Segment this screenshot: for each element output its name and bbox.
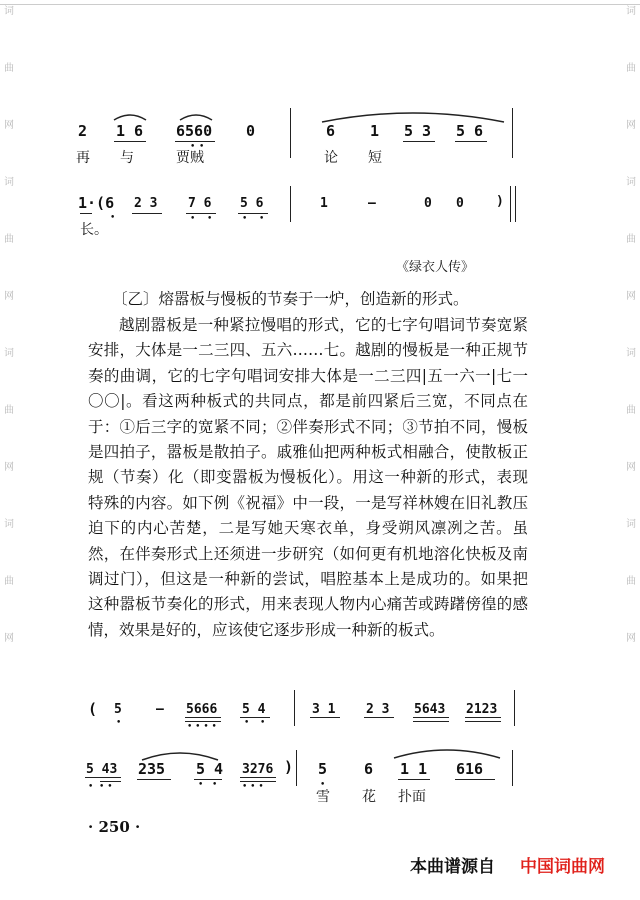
note: 5643: [414, 702, 446, 717]
note: 1 1: [400, 760, 428, 778]
beam-line: [364, 717, 394, 718]
low-octave-dot: •: [116, 718, 122, 728]
low-octave-dot: •: [212, 780, 218, 790]
note: 0: [246, 122, 256, 140]
beam-line: [455, 141, 487, 142]
footer-label: 本曲谱源自: [410, 857, 495, 877]
note: 5 6: [240, 196, 264, 211]
note: –: [156, 702, 164, 717]
lyric: 雪: [316, 789, 330, 805]
note: 3 1: [312, 702, 336, 717]
source-caption: 《绿衣人传》: [396, 260, 475, 275]
beam-line: [114, 141, 146, 142]
lyric: 贾贼: [176, 150, 204, 166]
note: 5: [318, 760, 328, 778]
beam-line: [413, 717, 449, 718]
low-octave-dot: •: [110, 213, 116, 223]
note: 1·(6: [78, 194, 115, 212]
top-rule: [0, 4, 640, 5]
note: ): [496, 194, 504, 209]
lyric: 扑面: [398, 789, 426, 805]
low-octave-dot: •: [242, 214, 248, 224]
slur-arc: [112, 110, 148, 122]
lyric: 短: [368, 150, 382, 166]
note: 5 43: [86, 762, 118, 777]
low-octave-dot: •: [244, 718, 250, 728]
note: 3276: [242, 762, 274, 777]
double-bar-line: [510, 186, 516, 222]
slur-arc: [392, 746, 502, 760]
beam-line: [398, 779, 430, 780]
note: 2: [78, 122, 88, 140]
slur-arc: [178, 110, 214, 122]
bar-line: [294, 690, 295, 726]
note: 6: [326, 122, 336, 140]
beam-line: [465, 717, 501, 718]
note: –: [368, 196, 376, 211]
note: 2 3: [134, 196, 158, 211]
lyric: 与: [120, 150, 134, 166]
beam-line: [132, 213, 162, 214]
bar-line: [512, 108, 513, 158]
note: (: [88, 700, 98, 718]
low-octave-dot: •: [207, 214, 213, 224]
body-paragraph: 越剧嚣板是一种紧拉慢唱的形式，它的七字句唱词节奏宽紧安排，大体是一二三四、五六……七。越剧的慢板是一种正规节奏的曲调，它的七字句唱词安排大体是一二三四|五一六一|七一〇〇|。看这两种板式的共同点，都是前四紧后三宽，不同点在于：①后三字的宽紧不同；②伴奏形式不同；③节拍不同，慢板是四拍子，嚣板是散拍子。戚雅仙把两种板式相融合，使散板正规（节奏）化（即变嚣板为慢板化）。用这一种新的形式，表现特殊的内容。如下例《祝福》中一段，一是写祥林嫂在旧礼教压迫下的内心苦楚，二是写她天寒衣单，身受朔风凛冽之苦。虽然，在伴奏形式上还须进一步研究（如何更有机地溶化快板及南调过门），但这是一种新的尝试，唱腔基本上是成功的。如果把这种嚣板节奏化的形式，用来表现人物内心痛苦或踌躇傍徨的感情，效果是好的，应该使它逐步形成一种新的板式。: [88, 316, 528, 639]
low-octave-dot: •: [260, 718, 266, 728]
note: 5 4: [242, 702, 266, 717]
note: 5 3: [404, 122, 432, 140]
beam-line: [85, 777, 121, 778]
bar-line: [290, 108, 291, 158]
beam-line: [185, 717, 221, 718]
lyric: 论: [324, 150, 338, 166]
note: 0: [456, 196, 464, 211]
beam-line: [175, 141, 215, 142]
footer-site-link[interactable]: 中国词曲网: [520, 857, 605, 877]
note: 5: [114, 702, 122, 717]
note: 2123: [466, 702, 498, 717]
note: ): [284, 758, 294, 776]
low-octave-dot: • • •: [88, 782, 113, 792]
beam-line: [403, 141, 435, 142]
note: 1 6: [116, 122, 144, 140]
note: 0: [424, 196, 432, 211]
note: 1: [320, 196, 328, 211]
bar-line: [514, 690, 515, 726]
watermark-right: 词 曲 网 词 曲 网 词 曲 网 词 曲 网: [626, 6, 636, 644]
low-octave-dot: • • •: [242, 782, 264, 792]
section-heading: 〔乙〕熔嚣板与慢板的节奏于一炉，创造新的形式。: [112, 290, 469, 308]
note: 6: [364, 760, 374, 778]
low-octave-dot: • • • •: [187, 722, 217, 732]
beam-line: [137, 779, 171, 780]
watermark-left: 词 曲 网 词 曲 网 词 曲 网 词 曲 网: [4, 6, 14, 644]
low-octave-dot: •: [320, 780, 326, 790]
low-octave-dot: •: [199, 142, 205, 152]
bar-line: [290, 186, 291, 222]
lyric: 花: [362, 789, 376, 805]
low-octave-dot: •: [259, 214, 265, 224]
bar-line: [512, 750, 513, 786]
page-number: · 250 ·: [88, 818, 141, 836]
note: 5 6: [456, 122, 484, 140]
note: 5666: [186, 702, 218, 717]
beam-line: [240, 777, 276, 778]
note: 5 4: [196, 760, 224, 778]
beam-line: [413, 721, 449, 722]
lyric: 再: [76, 150, 90, 166]
low-octave-dot: •: [190, 142, 196, 152]
note: 7 6: [188, 196, 212, 211]
note: 2 3: [366, 702, 390, 717]
note: 616: [456, 760, 484, 778]
note: 1: [370, 122, 380, 140]
bar-line: [296, 750, 297, 786]
beam-line: [455, 779, 495, 780]
note: 6560: [176, 122, 213, 140]
beam-line: [310, 717, 340, 718]
beam-line: [465, 721, 501, 722]
lyric: 长。: [80, 222, 108, 238]
low-octave-dot: •: [198, 780, 204, 790]
note: 235: [138, 760, 166, 778]
low-octave-dot: •: [190, 214, 196, 224]
beam-line: [80, 213, 92, 214]
